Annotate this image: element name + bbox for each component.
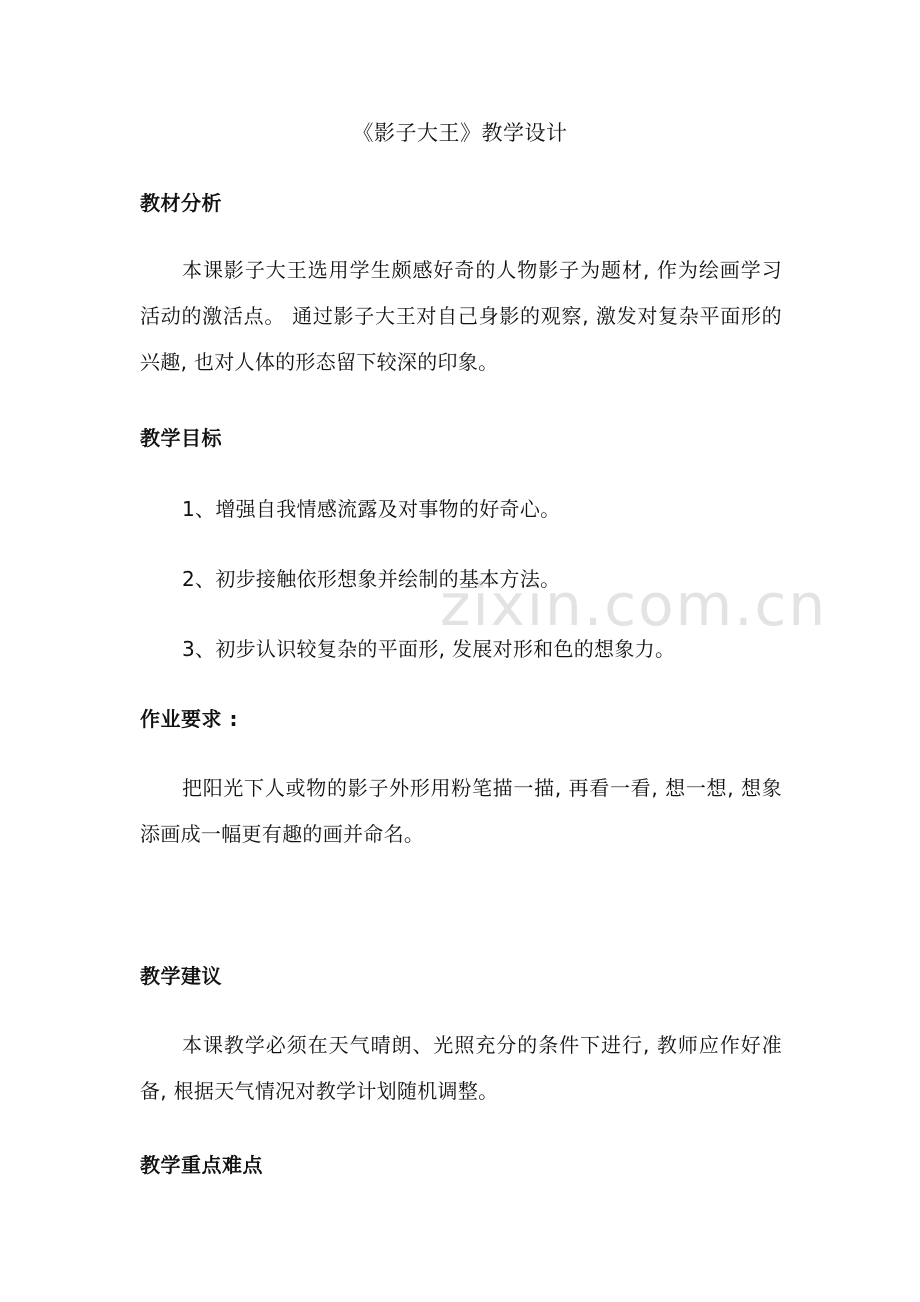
section-paragraph-suggestions: 本课教学必须在天气晴朗、光照充分的条件下进行, 教师应作好准备, 根据天气情况对教学计划随机调整。: [140, 1033, 782, 1103]
document-title: 《影子大王》教学设计: [352, 121, 568, 145]
section-heading-analysis: 教材分析: [140, 191, 222, 215]
section-heading-goals: 教学目标: [140, 426, 222, 450]
section-heading-key-points: 教学重点难点: [140, 1153, 263, 1177]
section-heading-suggestions: 教学建议: [140, 964, 222, 988]
goal-item-3: 3、初步认识较复杂的平面形, 发展对形和色的想象力。: [182, 637, 676, 661]
goal-item-2: 2、初步接触依形想象并绘制的基本方法。: [182, 567, 561, 591]
watermark: zixin.com.cn: [440, 571, 828, 639]
goal-item-1: 1、增强自我情感流露及对事物的好奇心。: [182, 497, 561, 521]
section-paragraph-homework: 把阳光下人或物的影子外形用粉笔描一描, 再看一看, 想一想, 想象添画成一幅更有趣的画并命名。: [140, 776, 782, 846]
section-heading-homework: 作业要求 :: [140, 707, 238, 731]
section-paragraph-analysis: 本课影子大王选用学生颇感好奇的人物影子为题材, 作为绘画学习活动的激活点。 通过影子大王对自己身影的观察, 激发对复杂平面形的兴趣, 也对人体的形态留下较深的印象。: [140, 258, 782, 374]
